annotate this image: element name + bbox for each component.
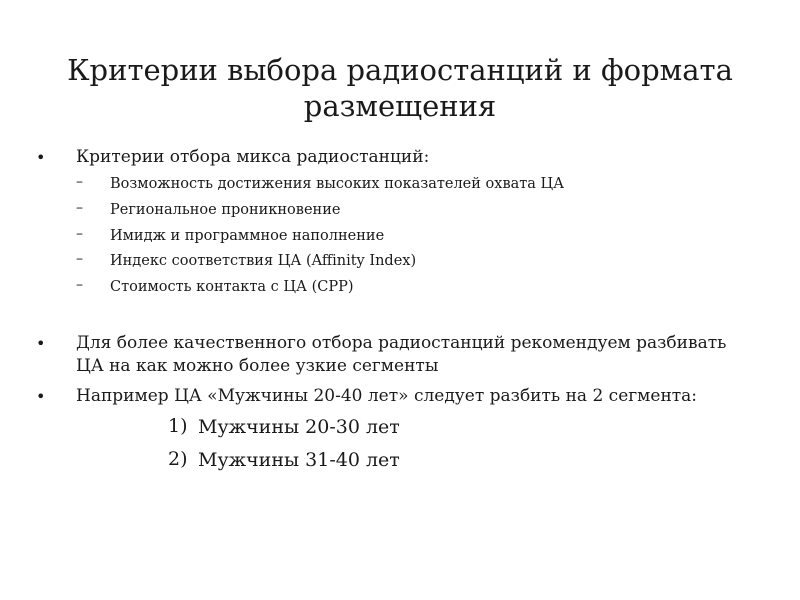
bullet-text: Для более качественного отбора радиостанций рекомендуем разбивать ЦА на как можно более узкие сегменты — [76, 333, 727, 376]
sub-marker: – — [76, 174, 83, 190]
bullet-text: Критерии отбора микса радиостанций: — [76, 147, 430, 167]
sub-text: Имидж и программное наполнение — [110, 228, 385, 244]
number-marker: 2) — [168, 448, 188, 470]
slide-title: Критерии выбора радиостанций и формата размещения — [67, 53, 733, 123]
sub-marker: – — [76, 226, 83, 242]
sub-text: Индекс соответствия ЦА (Affinity Index) — [110, 253, 417, 269]
sub-marker: – — [76, 251, 83, 267]
numbered-text: Мужчины 31-40 лет — [198, 449, 400, 471]
numbered-text: Мужчины 20-30 лет — [198, 416, 400, 438]
bullet-text: Например ЦА «Мужчины 20-40 лет» следует разбить на 2 сегмента: — [76, 386, 698, 406]
sub-text: Возможность достижения высоких показателей охвата ЦА — [110, 176, 565, 192]
bullet-marker: • — [36, 387, 46, 406]
sub-text: Стоимость контакта с ЦА (CPP) — [110, 279, 354, 295]
sub-marker: – — [76, 277, 83, 293]
bullet-marker: • — [36, 148, 46, 167]
sub-text: Региональное проникновение — [110, 202, 341, 218]
bullet-marker: • — [36, 334, 46, 353]
sub-marker: – — [76, 200, 83, 216]
number-marker: 1) — [168, 415, 188, 437]
